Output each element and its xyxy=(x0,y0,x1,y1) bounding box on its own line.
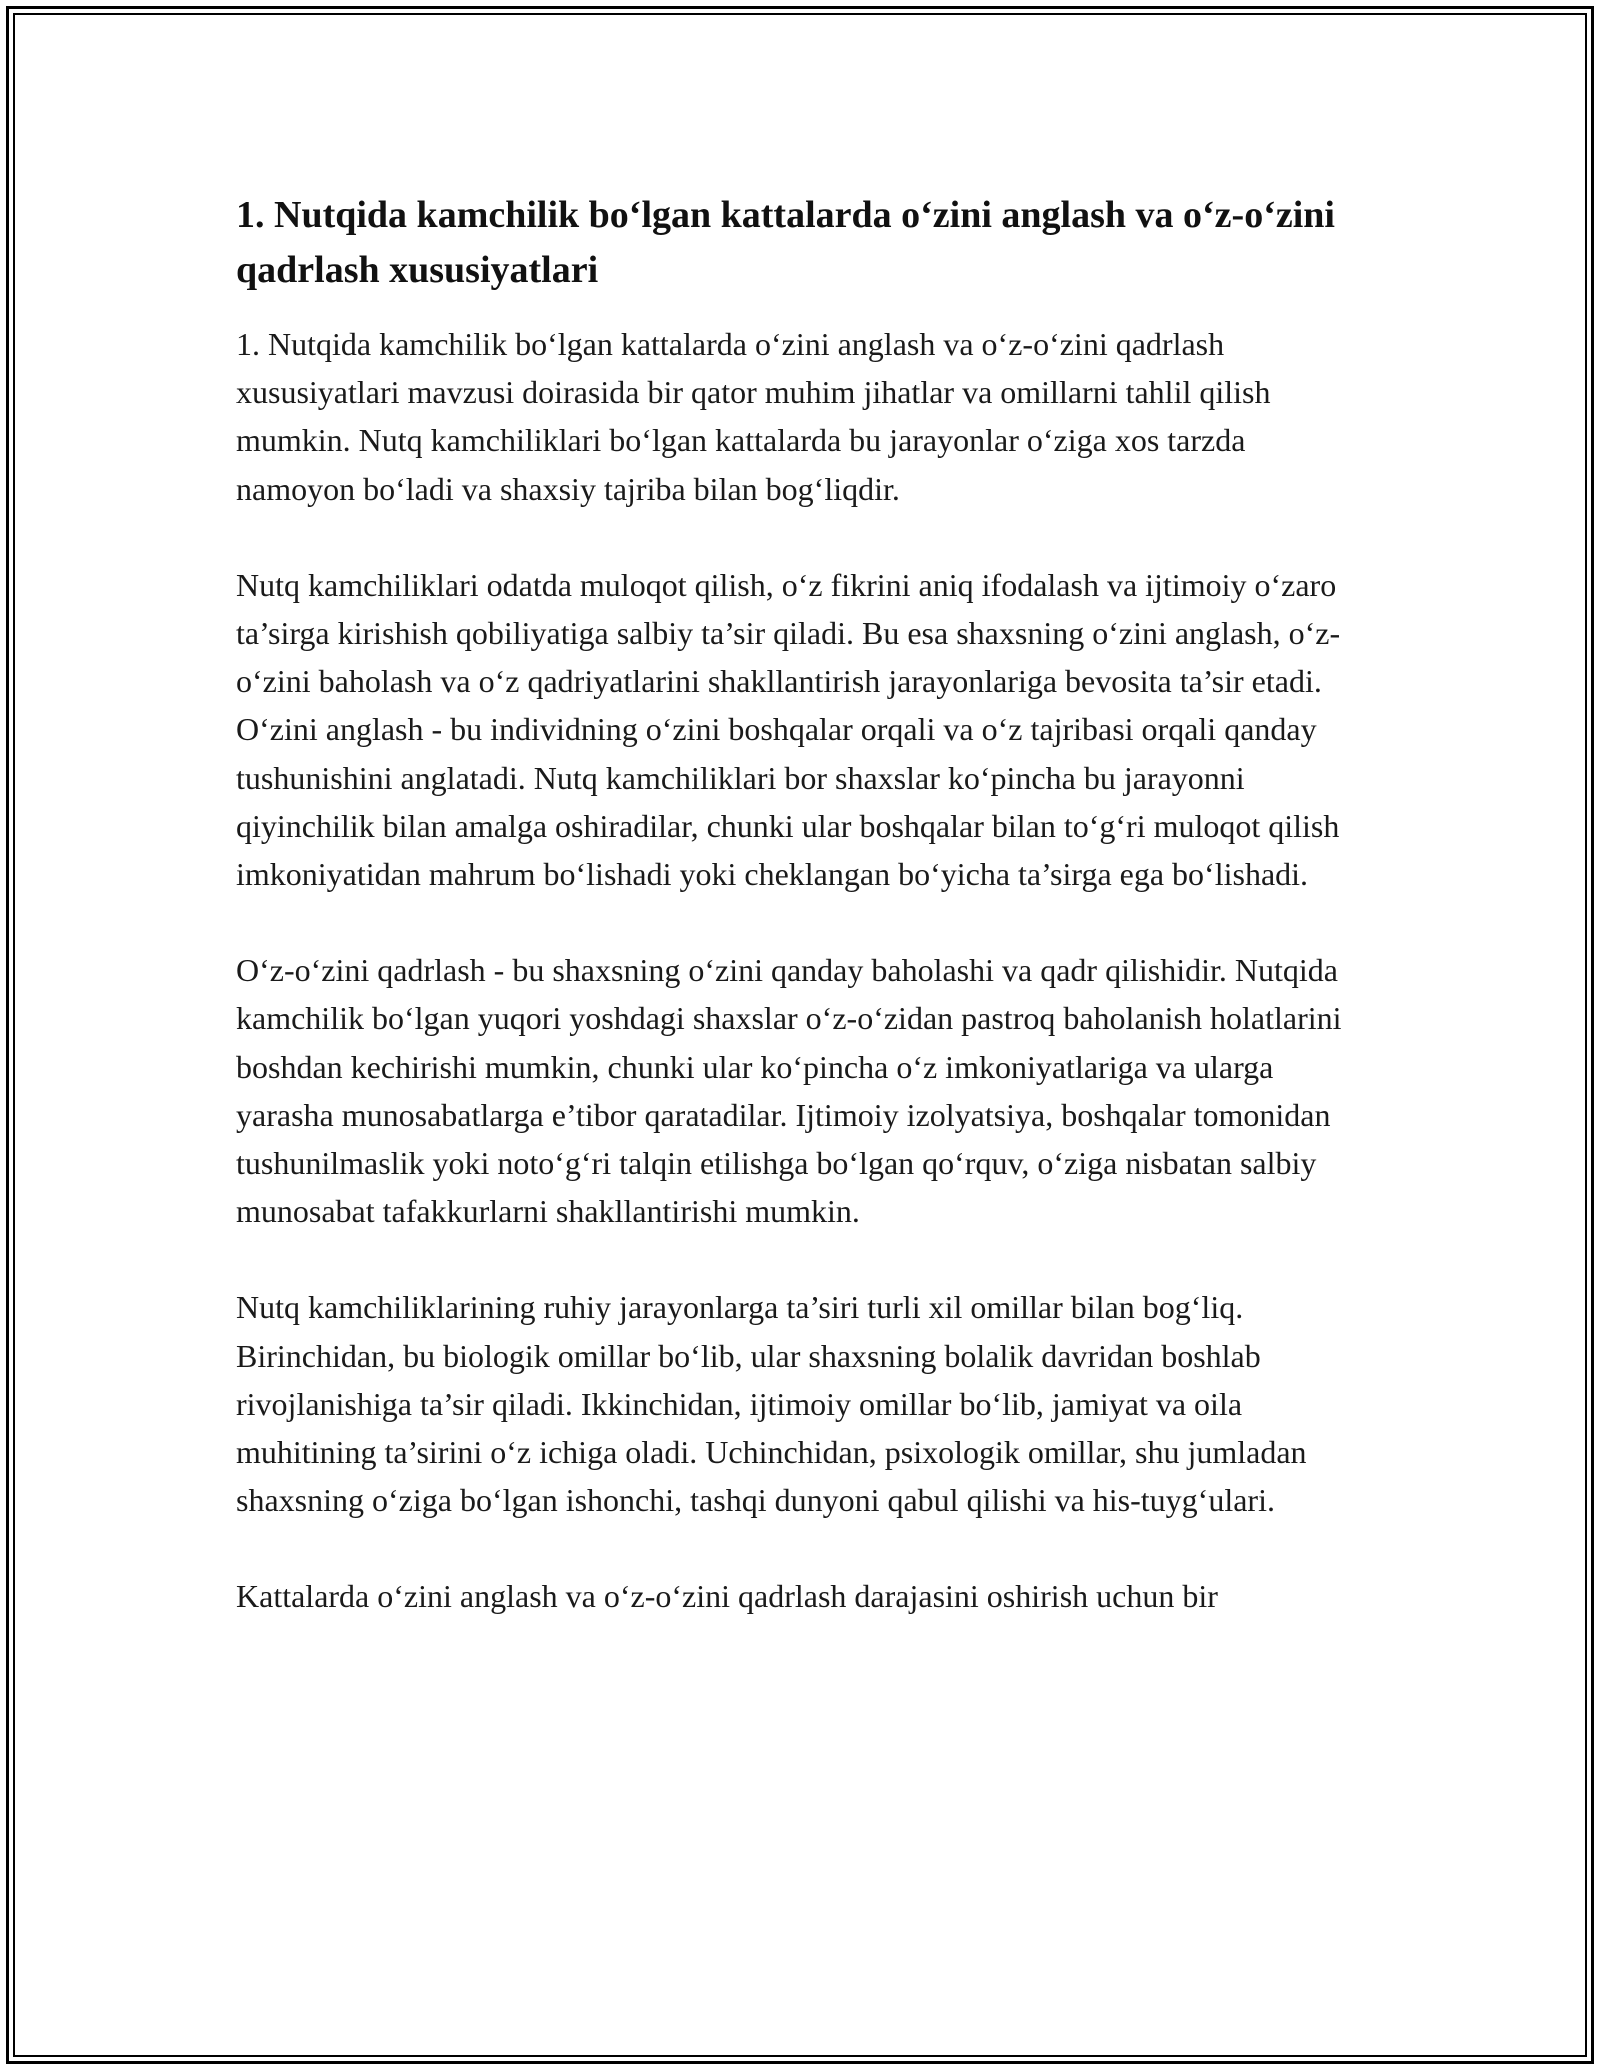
paragraph-5: Kattalarda o‘zini anglash va o‘z-o‘zini qadrlash darajasini oshirish uchun bir xyxy=(236,1578,1218,1615)
paragraph-1: 1. Nutqida kamchilik bo‘lgan kattalarda o‘zini anglash va o‘z-o‘zini qadrlash xususiyatlari mavzusi doirasida bir qator muhim jihatlar va omillarni tahlil qilish mumkin. Nutq kamchiliklari bo‘lgan kattalarda bu jarayonlar o‘ziga xos tarzda namoyon bo‘ladi va shaxsiy tajriba bilan bog‘liqdir. xyxy=(236,326,1271,507)
paragraph-4: Nutq kamchiliklarining ruhiy jarayonlarga ta’siri turli xil omillar bilan bog‘liq. Birinchidan, bu biologik omillar bo‘lib, ular shaxsning bolalik davridan boshlab rivojlanishiga ta’sir qiladi. Ikkinchidan, ijtimoiy omillar bo‘lib, jamiyat va oila muhitining ta’sirini o‘z ichiga oladi. Uchinchidan, psixologik omillar, shu jumladan shaxsning o‘ziga bo‘lgan ishonchi, tashqi dunyoni qabul qilishi va his-tuyg‘ulari. xyxy=(236,1289,1307,1519)
paragraph-3: O‘z-o‘zini qadrlash - bu shaxsning o‘zini qanday baholashi va qadr qilishidir. Nutqida kamchilik bo‘lgan yuqori yoshdagi shaxslar o‘z-o‘zidan pastroq baholanish holatlarini boshdan kechirishi mumkin, chunki ular ko‘pincha o‘z imkoniyatlariga va ularga yarasha munosabatlarga e’tibor qaratadilar. Ijtimoiy izolyatsiya, boshqalar tomonidan tushunilmaslik yoki noto‘g‘ri talqin etilishga bo‘lgan qo‘rquv, o‘ziga nisbatan salbiy munosabat tafakkurlarni shakllantirishi mumkin. xyxy=(236,952,1342,1230)
paragraph-2: Nutq kamchiliklari odatda muloqot qilish, o‘z fikrini aniq ifodalash va ijtimoiy o‘zaro ta’sirga kirishish qobiliyatiga salbiy ta’sir qiladi. Bu esa shaxsning o‘zini anglash, o‘z-o‘zini baholash va o‘z qadriyatlarini shakllantirish jarayonlariga bevosita ta’sir etadi. O‘zini anglash - bu individning o‘zini boshqalar orqali va o‘z tajribasi orqali qanday tushunishini anglatadi. Nutq kamchiliklari bor shaxslar ko‘pincha bu jarayonni qiyinchilik bilan amalga oshiradilar, chunki ular boshqalar bilan to‘g‘ri muloqot qilish imkoniyatidan mahrum bo‘lishadi yoki cheklangan bo‘yicha ta’sirga ega bo‘lishadi. xyxy=(236,566,1341,893)
document-title: 1. Nutqida kamchilik bo‘lgan kattalarda o‘zini anglash va o‘z-o‘zini qadrlash xususiyatlari xyxy=(236,194,1335,291)
document-body xyxy=(236,188,1366,1669)
